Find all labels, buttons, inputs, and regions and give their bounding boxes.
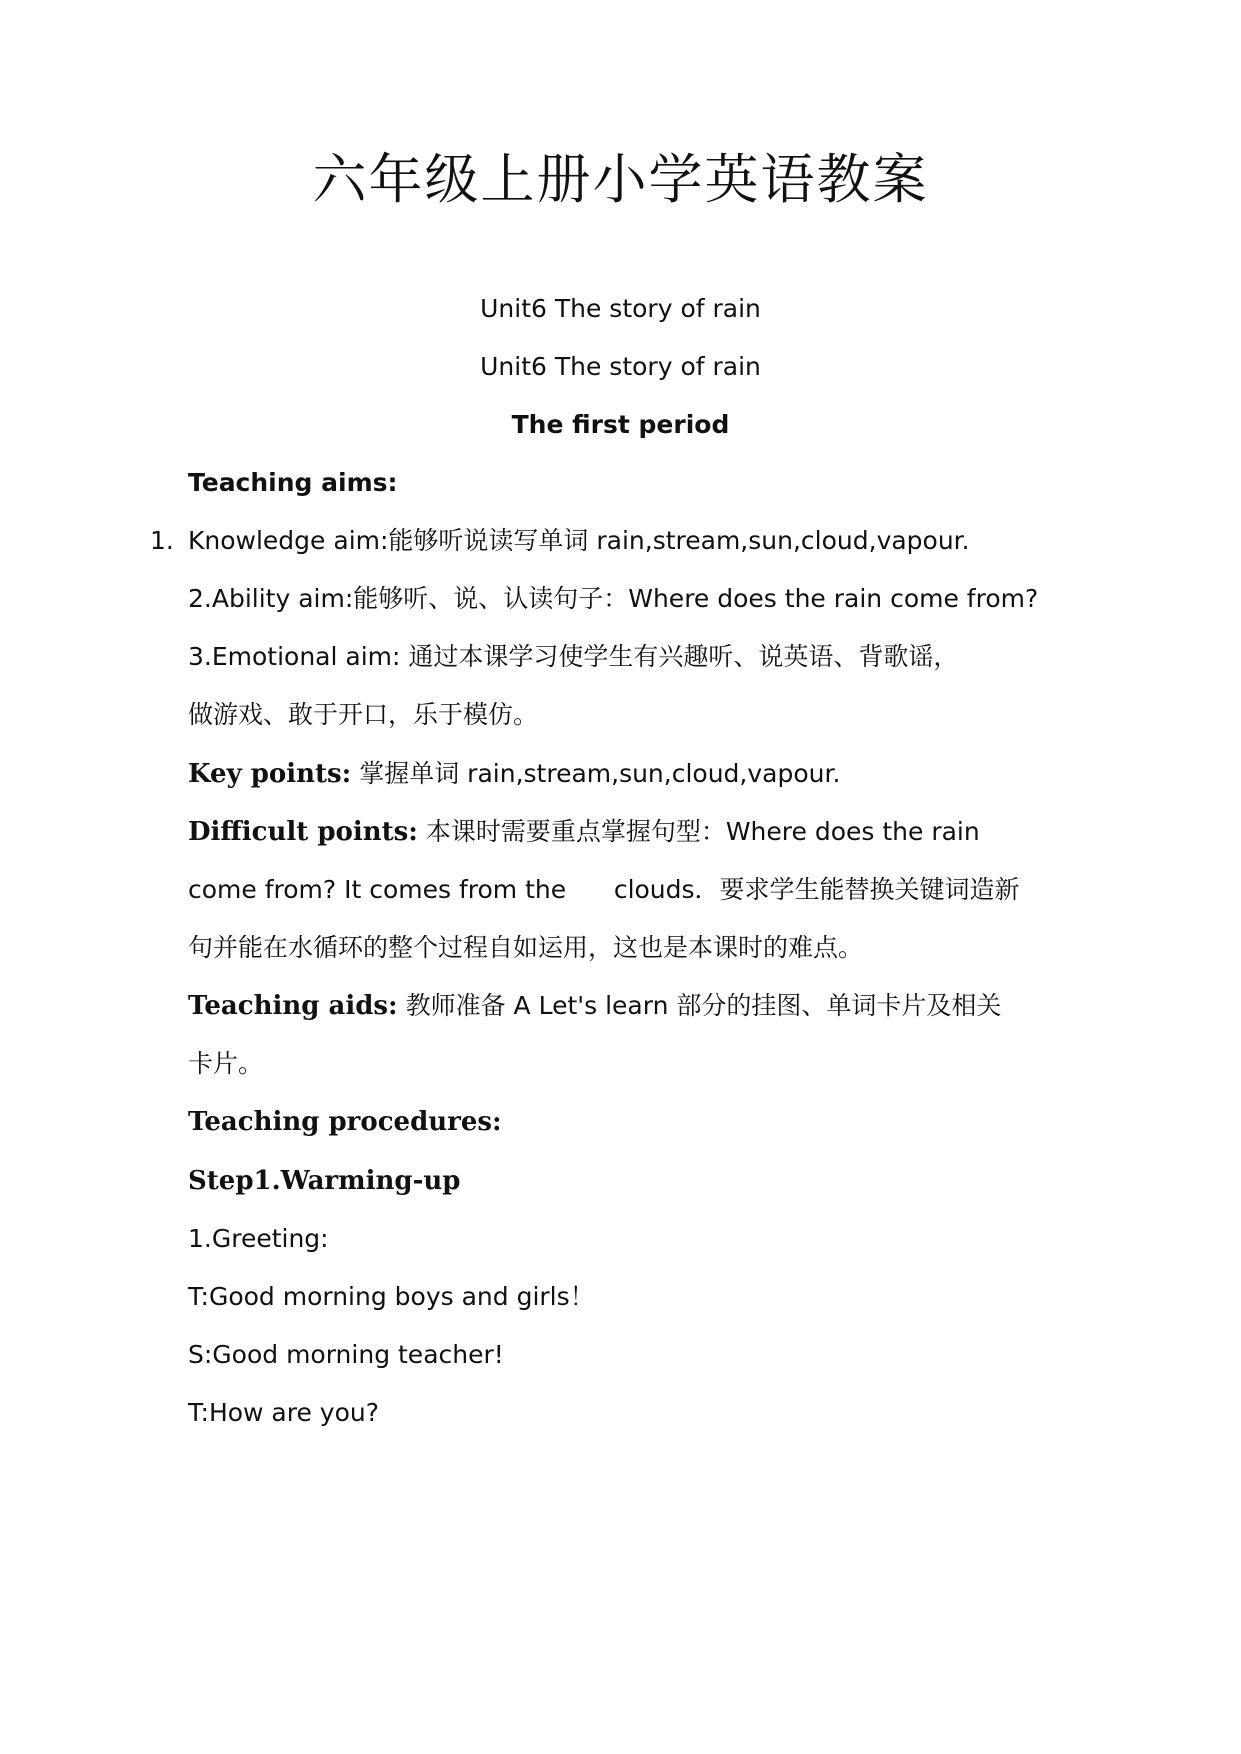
unit-subtitle-1: Unit6 The story of rain: [480, 294, 761, 323]
difficult-points-paragraph: [188, 815, 980, 849]
teaching-procedures-heading: Teaching procedures:: [188, 1107, 502, 1137]
dialogue-line: S:Good morning teacher!: [188, 1340, 504, 1369]
dialogue-line: T:Good morning boys and girls！: [188, 1282, 595, 1311]
teaching-aids-line-1: 教师准备 A Let's learn 部分的挂图、单词卡片及相关: [397, 991, 1002, 1020]
document-title: 六年级上册小学英语教案: [312, 148, 929, 211]
unit-subtitle-2: Unit6 The story of rain: [480, 352, 761, 381]
difficult-points-line-1: 本课时需要重点掌握句型：Where does the rain: [417, 817, 980, 846]
aim-3-emotional-line-2: 做游戏、敢于开口，乐于模仿。: [188, 700, 539, 729]
step1-heading: Step1.Warming-up: [188, 1166, 461, 1196]
teaching-aids-label: Teaching aids:: [188, 991, 398, 1021]
teaching-aids-line-2: 卡片。: [188, 1049, 264, 1078]
key-points-paragraph: [188, 757, 840, 791]
aim-2-ability: 2.Ability aim:能够听、说、认读句子：Where does the rain come from?: [188, 584, 1039, 613]
difficult-points-label: Difficult points:: [188, 817, 418, 847]
aim-1-knowledge: Knowledge aim:能够听说读写单词 rain,stream,sun,cloud,vapour.: [188, 526, 970, 555]
period-heading: The first period: [511, 410, 730, 439]
greeting-heading: 1.Greeting:: [188, 1224, 329, 1253]
difficult-points-line-3: 句并能在水循环的整个过程自如运用，这也是本课时的难点。: [188, 933, 864, 962]
teaching-aids-paragraph: [188, 989, 1001, 1023]
aim-3-emotional-line-1: 3.Emotional aim: 通过本课学习使学生有兴趣听、说英语、背歌谣，: [188, 642, 959, 671]
aim-1-number: 1.: [150, 526, 174, 555]
key-points-text: 掌握单词 rain,stream,sun,cloud,vapour.: [351, 759, 841, 788]
teaching-aims-heading: Teaching aims:: [188, 468, 398, 497]
difficult-points-line-2: come from? It comes from the clouds．要求学生能替换关键词造新: [188, 875, 1020, 904]
dialogue-line: T:How are you?: [188, 1398, 380, 1427]
key-points-label: Key points:: [188, 759, 352, 789]
